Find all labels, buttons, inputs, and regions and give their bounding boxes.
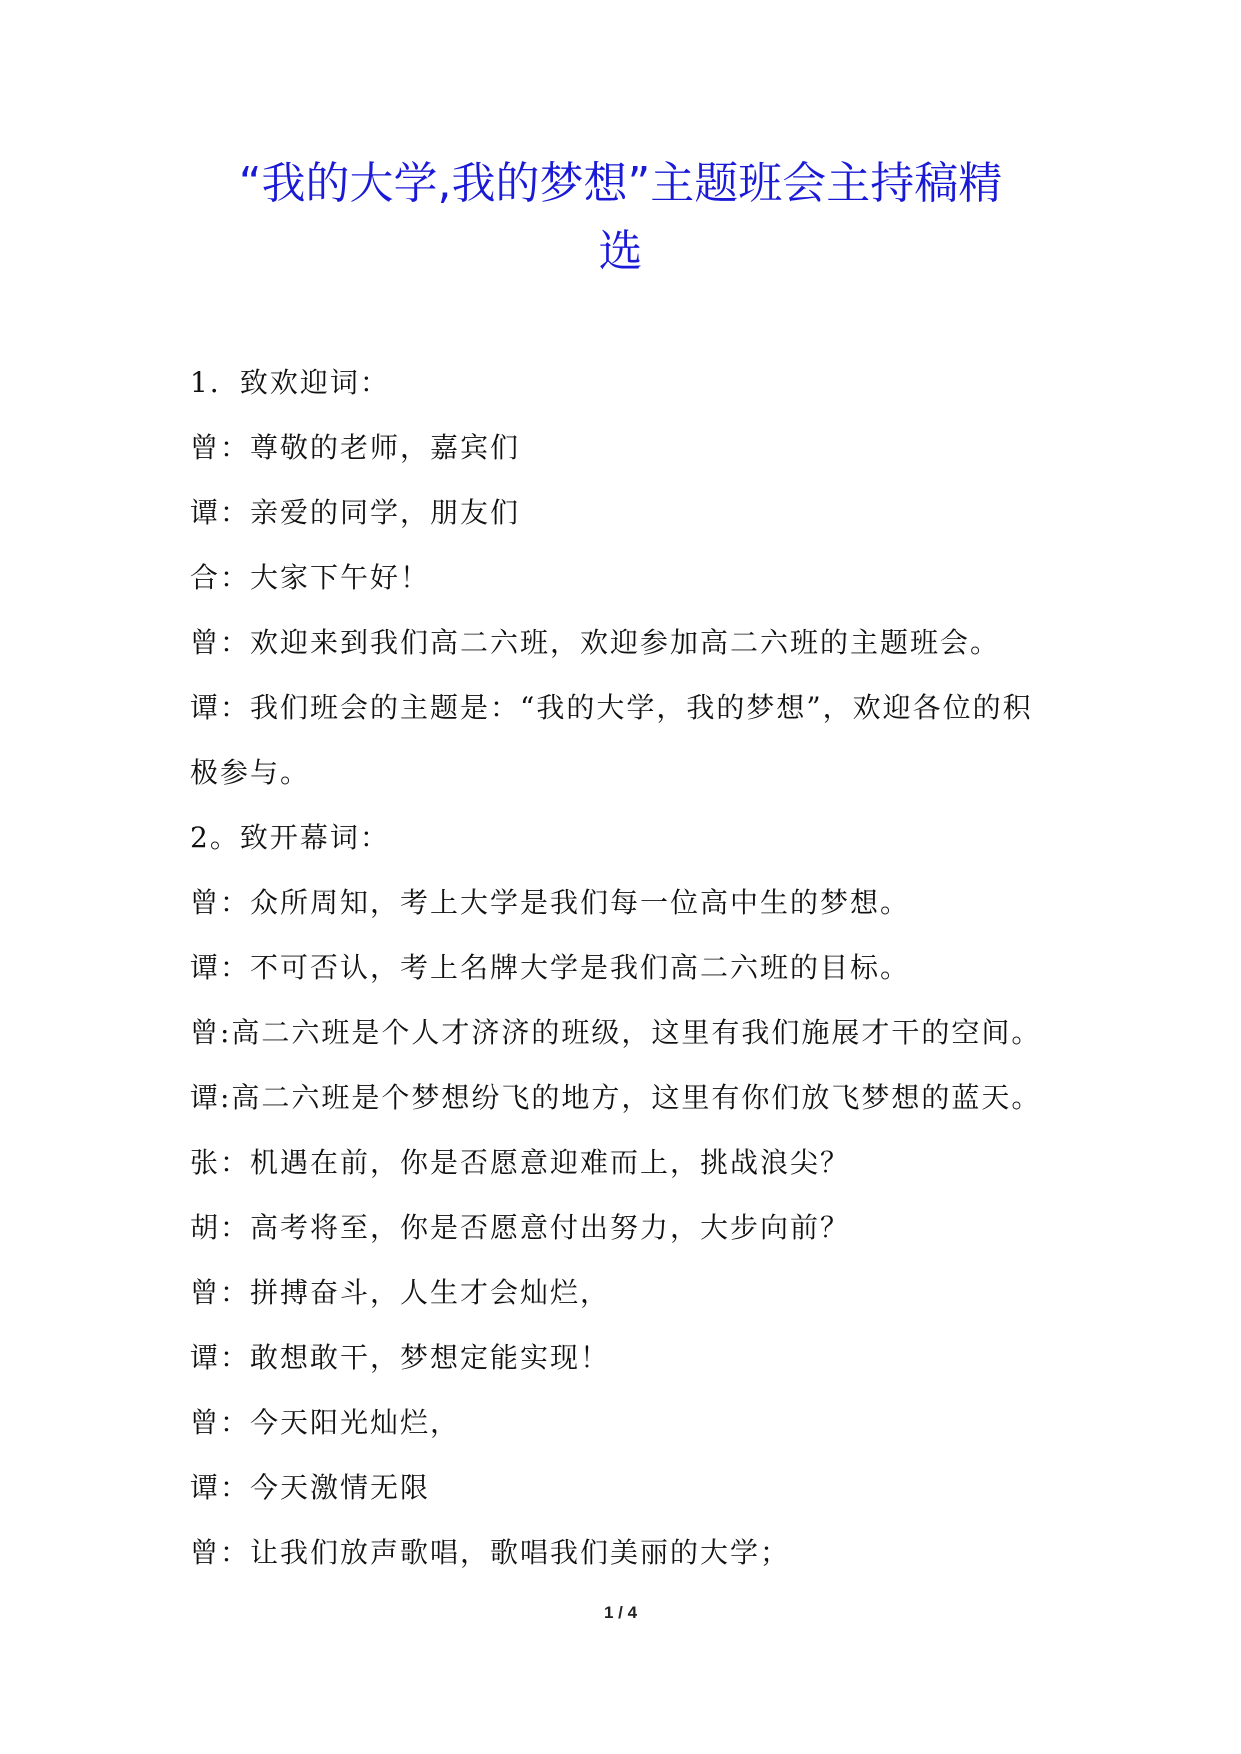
paragraph: 张：机遇在前，你是否愿意迎难而上，挑战浪尖？ bbox=[190, 1146, 851, 1179]
paragraph: 曾：今天阳光灿烂， bbox=[190, 1406, 461, 1439]
paragraph: 曾:高二六班是个人才济济的班级，这里有我们施展才干的空间。 bbox=[190, 1016, 1042, 1049]
paragraph: 胡：高考将至，你是否愿意付出努力，大步向前？ bbox=[190, 1211, 851, 1244]
title-line-2: 选 bbox=[598, 226, 643, 277]
paragraph: 谭:高二六班是个梦想纷飞的地方，这里有你们放飞梦想的蓝天。 bbox=[190, 1081, 1042, 1114]
paragraph: 谭：敢想敢干，梦想定能实现！ bbox=[190, 1341, 611, 1374]
paragraph: 极参与。 bbox=[190, 756, 311, 789]
paragraph: 1．致欢迎词： bbox=[190, 366, 390, 399]
paragraph: 谭：亲爱的同学，朋友们 bbox=[190, 496, 521, 529]
paragraph: 曾：众所周知，考上大学是我们每一位高中生的梦想。 bbox=[190, 886, 911, 919]
title-line-1: “我的大学,我的梦想”主题班会主持稿精 bbox=[238, 158, 1003, 209]
paragraph: 谭：我们班会的主题是：“我的大学，我的梦想”，欢迎各位的积 bbox=[190, 691, 1033, 724]
paragraph: 曾：尊敬的老师，嘉宾们 bbox=[190, 431, 521, 464]
paragraph: 曾：欢迎来到我们高二六班，欢迎参加高二六班的主题班会。 bbox=[190, 626, 1001, 659]
document-body bbox=[190, 350, 1070, 1585]
paragraph: 2。致开幕词： bbox=[190, 821, 390, 854]
paragraph: 谭：不可否认，考上名牌大学是我们高二六班的目标。 bbox=[190, 951, 911, 984]
paragraph: 合：大家下午好！ bbox=[190, 561, 431, 594]
paragraph: 谭：今天激情无限 bbox=[190, 1471, 431, 1504]
page-number: 1 / 4 bbox=[603, 1603, 638, 1622]
document-title bbox=[130, 150, 1111, 286]
paragraph: 曾：让我们放声歌唱，歌唱我们美丽的大学； bbox=[190, 1536, 791, 1569]
paragraph: 曾：拼搏奋斗，人生才会灿烂， bbox=[190, 1276, 611, 1309]
